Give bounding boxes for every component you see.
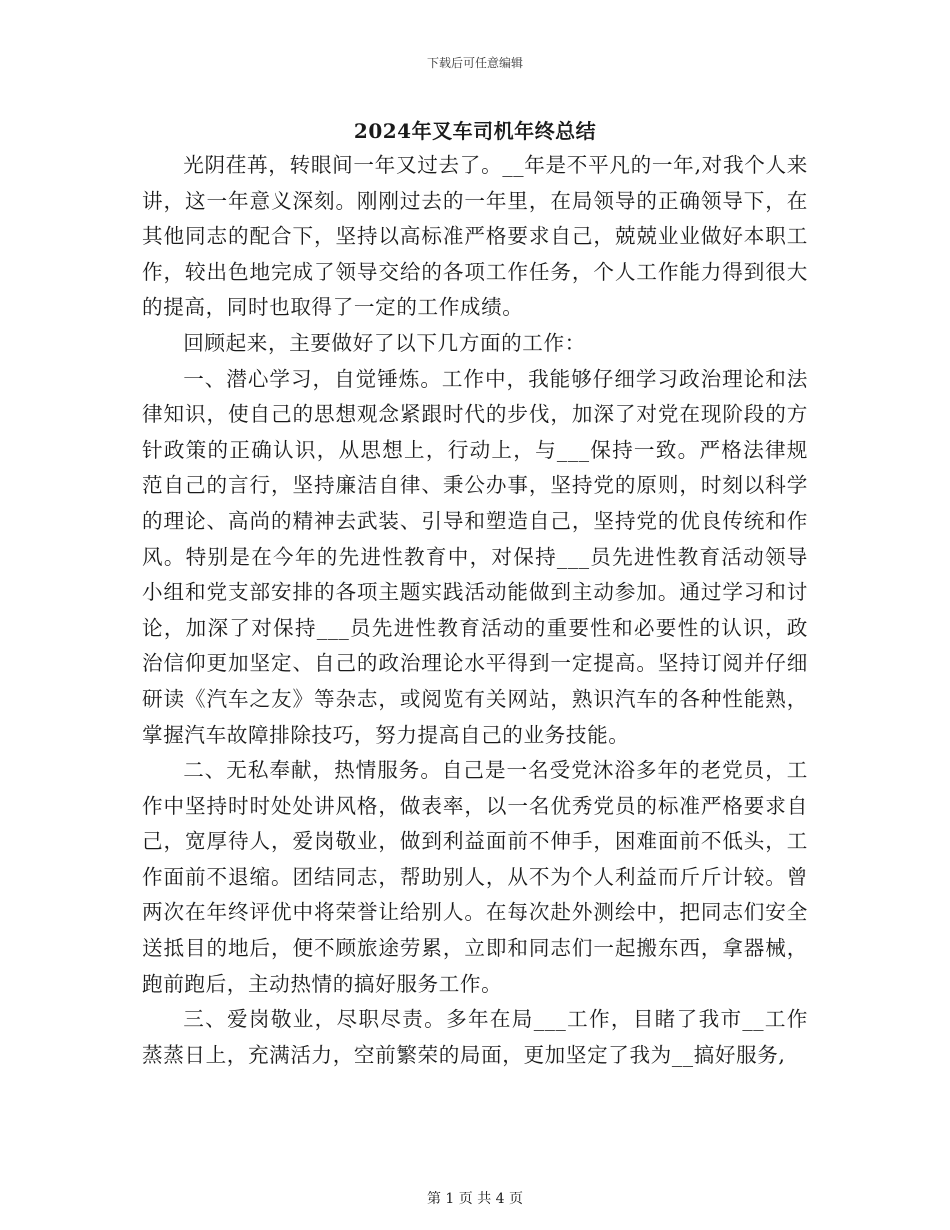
paragraph-review: 回顾起来，主要做好了以下几方面的工作：	[183, 330, 586, 355]
paragraph-section-2: 二、无私奉献，热情服务。自己是一名受党沐浴多年的老党员，工作中坚持时时处处讲风格，做表率，以一名优秀党员的标准严格要求自己，宽厚待人，爱岗敬业，做到利益面前不伸手，困难面前不低头，工作面前不退缩。团结同志，帮助别人，从不为个人利益而斤斤计较。曾两次在年终评优中将荣誉让给别人。在每次赴外测绘中，把同志们安全送抵目的地后，便不顾旅途劳累，立即和同志们一起搬东西，拿器械，跑前跑后，主动热情的搞好服务工作。	[142, 758, 808, 996]
document-body	[142, 148, 808, 1073]
page-header-note: 下载后可任意编辑	[426, 56, 523, 70]
paragraph-intro: 光阴荏苒，转眼间一年又过去了。__年是不平凡的一年,对我个人来讲，这一年意义深刻。刚刚过去的一年里，在局领导的正确领导下，在其他同志的配合下，坚持以高标准严格要求自己，兢兢业业做好本职工作，较出色地完成了领导交给的各项工作任务，个人工作能力得到很大的提高，同时也取得了一定的工作成绩。	[142, 153, 808, 320]
paragraph-section-3: 三、爱岗敬业，尽职尽责。多年在局___工作，目睹了我市__工作蒸蒸日上，充满活力，空前繁荣的局面，更加坚定了我为__搞好服务,	[142, 1007, 808, 1067]
page-number: 第 1 页 共 4 页	[426, 1191, 524, 1207]
paragraph-section-1: 一、潜心学习，自觉锤炼。工作中，我能够仔细学习政治理论和法律知识，使自己的思想观念紧跟时代的步伐，加深了对党在现阶段的方针政策的正确认识，从思想上，行动上，与___保持一致。严格法律规范自己的言行，坚持廉洁自律、秉公办事，坚持党的原则，时刻以科学的理论、高尚的精神去武装、引导和塑造自己，坚持党的优良传统和作风。特别是在今年的先进性教育中，对保持___员先进性教育活动领导小组和党支部安排的各项主题实践活动能做到主动参加。通过学习和讨论，加深了对保持___员先进性教育活动的重要性和必要性的认识，政治信仰更加坚定、自己的政治理论水平得到一定提高。坚持订阅并仔细研读《汽车之友》等杂志，或阅览有关网站，熟识汽车的各种性能熟，掌握汽车故障排除技巧，努力提高自己的业务技能。	[142, 366, 808, 747]
document-title: 2024年叉车司机年终总结	[353, 119, 597, 143]
